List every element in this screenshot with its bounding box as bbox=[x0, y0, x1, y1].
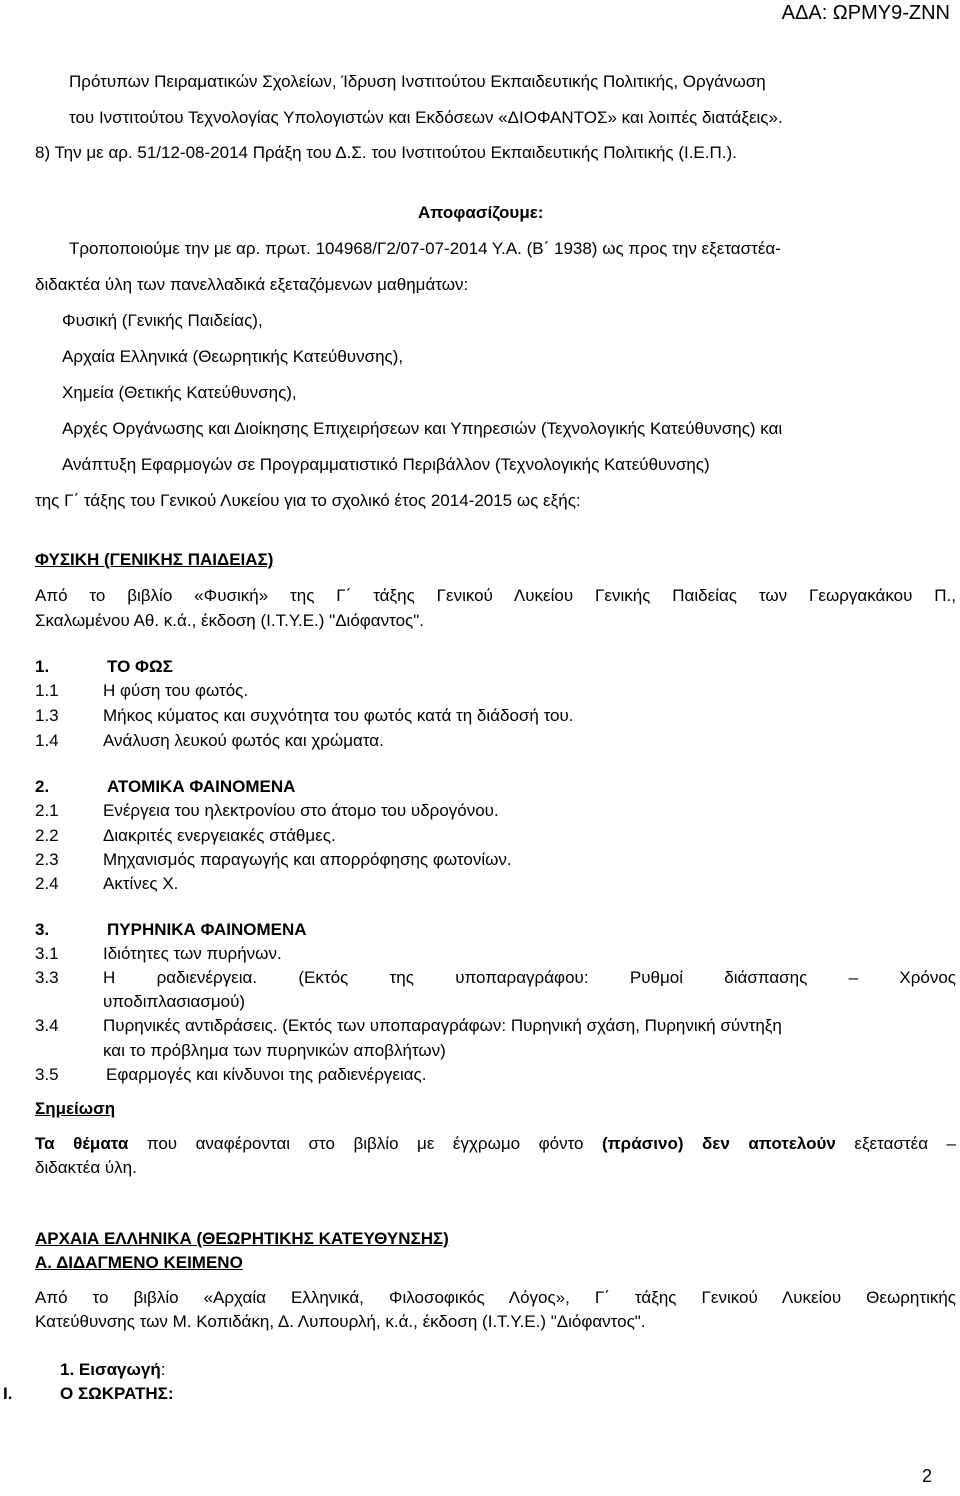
item-number: 2.3 bbox=[35, 850, 59, 869]
section-title: Ο ΣΩΚΡΑΤΗΣ: bbox=[60, 1384, 174, 1403]
item-number: 3.4 bbox=[35, 1016, 59, 1035]
item-text: Πυρηνικές αντιδράσεις. (Εκτός των υποπαραγράφων: Πυρηνική σχάση, Πυρηνική σύντηξη bbox=[103, 1016, 782, 1035]
decision-closing: της Γ΄ τάξης του Γενικού Λυκείου για το σχολικό έτος 2014-2015 ως εξής: bbox=[35, 491, 581, 510]
physics-book: Από το βιβλίο «Φυσική» της Γ΄ τάξης Γενικού Λυκείου Γενικής Παιδείας των Γεωργακάκου Π., bbox=[35, 586, 956, 605]
note-text bbox=[35, 1134, 956, 1154]
chapter-number: 3. bbox=[35, 920, 50, 939]
subject-item: Αρχές Οργάνωσης και Διοίκησης Επιχειρήσεων και Υπηρεσιών (Τεχνολογικής Κατεύθυνσης) και bbox=[62, 419, 783, 438]
item-text: Η φύση του φωτός. bbox=[103, 681, 249, 700]
ada-code: ΑΔΑ: ΩΡΜΥ9-ΖΝΝ bbox=[781, 2, 950, 24]
note-text-part: που αναφέρονται στο βιβλίο με έγχρωμο φόντο bbox=[128, 1134, 602, 1153]
note-text-part: εξεταστέα – bbox=[835, 1134, 957, 1153]
item-text: Ενέργεια του ηλεκτρονίου στο άτομο του υδρογόνου. bbox=[103, 801, 499, 820]
item-text: Μήκος κύματος και συχνότητα του φωτός κατά τη διάδοσή του. bbox=[103, 706, 574, 725]
item-number: 1.4 bbox=[35, 731, 59, 750]
ancient-title: ΑΡΧΑΙΑ ΕΛΛΗΝΙΚΑ (ΘΕΩΡΗΤΙΚΗΣ ΚΑΤΕΥΘΥΝΣΗΣ) bbox=[35, 1229, 449, 1248]
item-text: Ιδιότητες των πυρήνων. bbox=[103, 944, 282, 963]
subject-item: Ανάπτυξη Εφαρμογών σε Προγραμματιστικό Περιβάλλον (Τεχνολογικής Κατεύθυνσης) bbox=[62, 455, 710, 474]
intro-line: του Ινστιτούτου Τεχνολογίας Υπολογιστών και Εκδόσεων «ΔΙΟΦΑΝΤΟΣ» και λοιπές διατάξεις». bbox=[69, 108, 783, 127]
decision-line: Τροποποιούμε την με αρ. πρωτ. 104968/Γ2/07-07-2014 Υ.Α. (Β΄ 1938) ως προς την εξεταστέα- bbox=[69, 239, 781, 258]
item-text: και το πρόβλημα των πυρηνικών αποβλήτων) bbox=[103, 1041, 446, 1060]
item-number: 2.4 bbox=[35, 874, 59, 893]
note-text: διδακτέα ύλη. bbox=[35, 1158, 137, 1177]
subject-item: Αρχαία Ελληνικά (Θεωρητικής Κατεύθυνσης), bbox=[62, 347, 404, 366]
chapter-title: ΑΤΟΜΙΚΑ ΦΑΙΝΟΜΕΝΑ bbox=[107, 777, 296, 796]
physics-book: Σκαλωμένου Αθ. κ.ά., έκδοση (Ι.Τ.Υ.Ε.) "Διόφαντος". bbox=[35, 611, 425, 630]
item-text: Διακριτές ενεργειακές στάθμες. bbox=[103, 826, 336, 845]
chapter-number: 2. bbox=[35, 777, 50, 796]
item-number: 3.1 bbox=[35, 944, 59, 963]
item-text: Η ραδιενέργεια. (Εκτός της υποπαραγράφου: Ρυθμοί διάσπασης – Χρόνος bbox=[103, 968, 956, 987]
intro-line: Πρότυπων Πειραματικών Σχολείων, Ίδρυση Ινστιτούτου Εκπαιδευτικής Πολιτικής, Οργάνωση bbox=[69, 72, 766, 91]
note-bold: Τα θέματα bbox=[35, 1134, 129, 1153]
item-number: 1.3 bbox=[35, 706, 59, 725]
item-text: Μηχανισμός παραγωγής και απορρόφησης φωτονίων. bbox=[103, 850, 512, 869]
note-bold: (πράσινο) δεν αποτελούν bbox=[602, 1134, 836, 1153]
chapter-title: ΤΟ ΦΩΣ bbox=[107, 657, 173, 676]
item-number: 1.1 bbox=[35, 681, 59, 700]
item-number: 3.5 bbox=[35, 1065, 59, 1084]
section-number: Ι. bbox=[3, 1384, 13, 1403]
decision-line: διδακτέα ύλη των πανελλαδικά εξεταζόμενων μαθημάτων: bbox=[35, 275, 469, 294]
item-number: 2.2 bbox=[35, 826, 59, 845]
intro-section-colon: : bbox=[160, 1360, 166, 1379]
item-text: υποδιπλασιασμού) bbox=[103, 992, 246, 1011]
intro-section-label: 1. Εισαγωγή bbox=[60, 1360, 161, 1379]
chapter-title: ΠΥΡΗΝΙΚΑ ΦΑΙΝΟΜΕΝΑ bbox=[107, 920, 307, 939]
subject-item: Φυσική (Γενικής Παιδείας), bbox=[62, 311, 263, 330]
ancient-book: Κατεύθυνσης των Μ. Κοπιδάκη, Δ. Λυπουρλή, κ.ά., έκδοση (Ι.Τ.Υ.Ε.) "Διόφαντος". bbox=[35, 1312, 646, 1331]
subject-item: Χημεία (Θετικής Κατεύθυνσης), bbox=[62, 383, 297, 402]
ancient-subtitle: Α. ΔΙΔΑΓΜΕΝΟ ΚΕΙΜΕΝΟ bbox=[35, 1253, 243, 1272]
ancient-book: Από το βιβλίο «Αρχαία Ελληνικά, Φιλοσοφικός Λόγος», Γ΄ τάξης Γενικού Λυκείου Θεωρητικής bbox=[35, 1288, 956, 1307]
item-text: Ανάλυση λευκού φωτός και χρώματα. bbox=[103, 731, 384, 750]
item-text: Ακτίνες Χ. bbox=[103, 874, 179, 893]
physics-title: ΦΥΣΙΚΗ (ΓΕΝΙΚΗΣ ΠΑΙΔΕΙΑΣ) bbox=[35, 550, 274, 569]
chapter-number: 1. bbox=[35, 657, 50, 676]
page-number: 2 bbox=[921, 1466, 932, 1486]
decision-heading: Αποφασίζουμε: bbox=[418, 203, 544, 222]
item-number: 3.3 bbox=[35, 968, 59, 987]
item-number: 2.1 bbox=[35, 801, 59, 820]
intro-line: 8) Την με αρ. 51/12-08-2014 Πράξη του Δ.Σ. του Ινστιτούτου Εκπαιδευτικής Πολιτικής (Ι.Ε.Π.). bbox=[35, 143, 737, 162]
note-title: Σημείωση bbox=[35, 1099, 116, 1118]
intro-section bbox=[60, 1360, 165, 1380]
item-text: Εφαρμογές και κίνδυνοι της ραδιενέργειας. bbox=[106, 1065, 427, 1084]
